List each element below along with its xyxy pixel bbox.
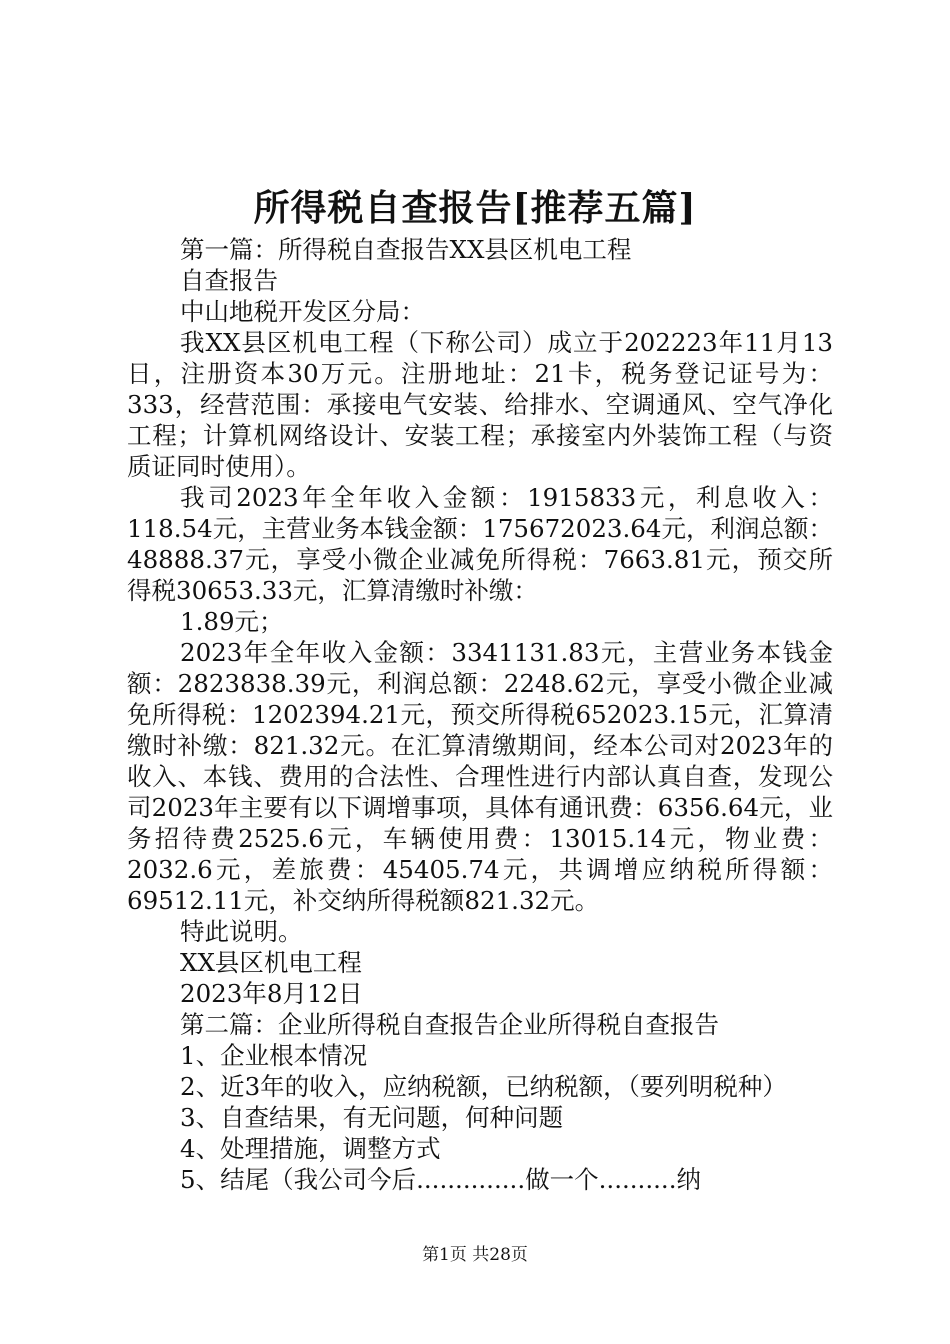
paragraph-company-info: 我XX县区机电工程（下称公司）成立于202223年11月13日，注册资本30万元。注册地址：21卡，税务登记证号为：333，经营范围：承接电气安装、给排水、空调通风、空气净化工程；计算机网络设计、安装工程；承接室内外装饰工程（与资质证同时使用）。	[127, 328, 833, 481]
paragraph-income-summary: 我司2023年全年收入金额：1915833元，利息收入：118.54元，主营业务本钱金额：175672023.64元，利润总额：48888.37元，享受小微企业减免所得税：7663.81元，预交所得税30653.33元，汇算清缴时补缴：	[127, 483, 833, 605]
paragraph-recipient: 中山地税开发区分局：	[180, 297, 425, 326]
list-item: 1、企业根本情况	[180, 1041, 368, 1070]
paragraph-supplement-payment: 1.89元；	[180, 607, 284, 636]
paragraph-part2-heading: 第二篇：企业所得税自查报告企业所得税自查报告	[180, 1010, 719, 1039]
document-title: 所得税自查报告[推荐五篇]	[253, 187, 697, 229]
list-item: 4、处理措施，调整方式	[180, 1134, 441, 1163]
paragraph-signature-company: XX县区机电工程	[180, 948, 362, 977]
paragraph-report-label: 自查报告	[180, 266, 278, 295]
list-item: 2、近3年的收入，应纳税额，已纳税额，（要列明税种）	[180, 1072, 787, 1101]
list-item: 3、自查结果，有无问题，何种问题	[180, 1103, 564, 1132]
list-item: 5、结尾（我公司今后..............做一个..........纳	[180, 1165, 701, 1194]
paragraph-closing-note: 特此说明。	[180, 917, 303, 946]
paragraph-part1-heading: 第一篇：所得税自查报告XX县区机电工程	[180, 235, 632, 264]
document-body	[127, 234, 833, 1195]
page-number-footer: 第1页 共28页	[422, 1245, 528, 1265]
paragraph-annual-review: 2023年全年收入金额：3341131.83元，主营业务本钱金额：2823838.39元，利润总额：2248.62元，享受小微企业减免所得税：1202394.21元，预交所得税652023.15元，汇算清缴时补缴：821.32元。在汇算清缴期间，经本公司对2023年的收入、本钱、费用的合法性、合理性进行内部认真自查，发现公司2023年主要有以下调增事项，具体有通讯费：6356.64元，业务招待费2525.6元，车辆使用费：13015.14元，物业费：2032.6元，差旅费：45405.74元，共调增应纳税所得额：69512.11元，补交纳所得税额821.32元。	[127, 638, 833, 915]
paragraph-signature-date: 2023年8月12日	[180, 979, 363, 1008]
